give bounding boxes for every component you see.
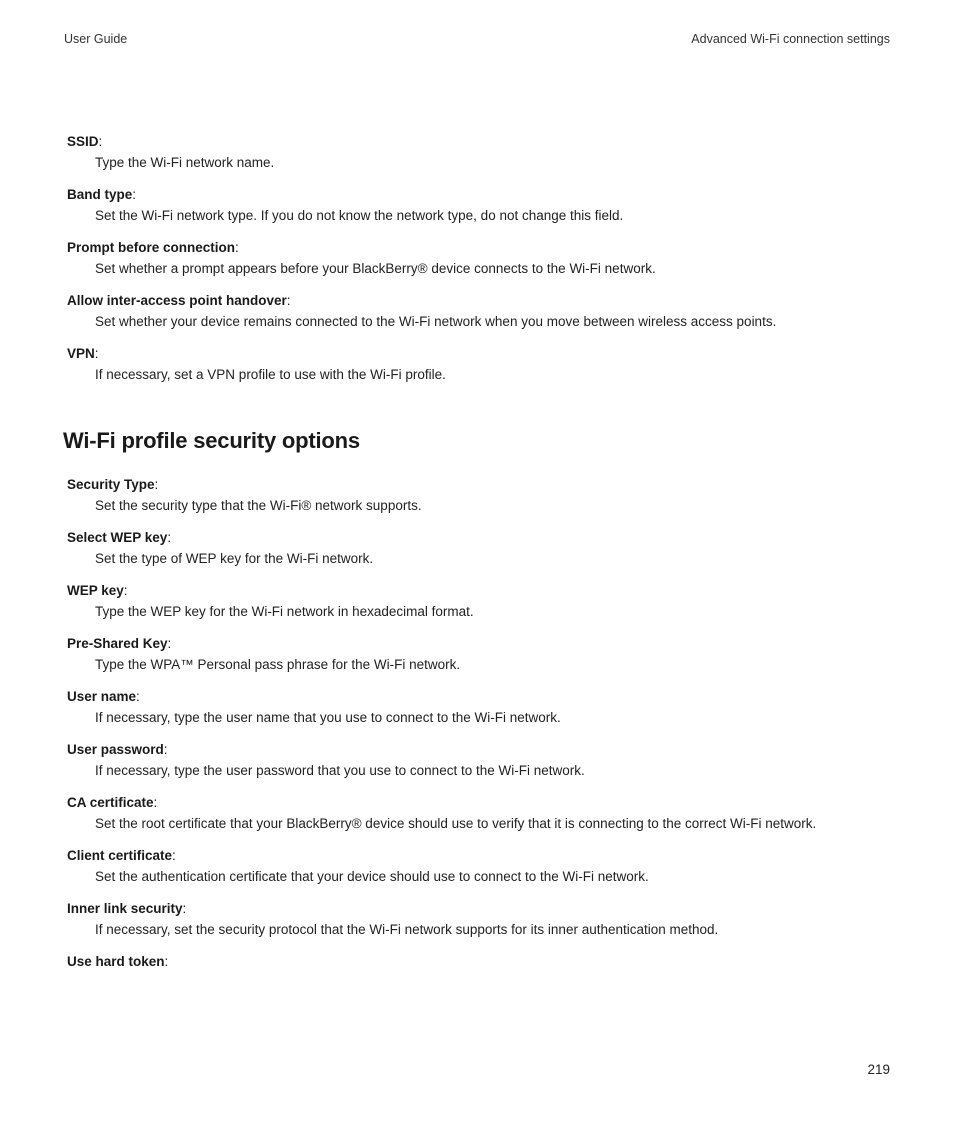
setting-definition: Set the authentication certificate that your device should use to connect to the Wi-Fi network. [95, 869, 649, 884]
setting-item: User password: If necessary, type the user password that you use to connect to the Wi-Fi network. [67, 740, 867, 780]
setting-term: Pre-Shared Key [67, 636, 168, 651]
setting-term: WEP key [67, 583, 124, 598]
setting-item: Allow inter-access point handover: Set whether your device remains connected to the Wi-Fi network when you move between wireless access points. [67, 291, 867, 331]
section-heading: Wi-Fi profile security options [63, 428, 360, 453]
header-chapter-title: Advanced Wi-Fi connection settings [691, 32, 890, 46]
setting-item: CA certificate: Set the root certificate that your BlackBerry® device should use to verify that it is connecting to the correct Wi-Fi network. [67, 793, 867, 833]
setting-term: CA certificate [67, 795, 154, 810]
setting-definition: Set the root certificate that your BlackBerry® device should use to verify that it is connecting to the correct Wi-Fi network. [95, 816, 817, 831]
connection-settings-list [67, 132, 867, 397]
setting-definition: If necessary, set a VPN profile to use with the Wi-Fi profile. [95, 367, 446, 382]
setting-term: VPN [67, 346, 95, 361]
setting-term: User password [67, 742, 164, 757]
setting-item: Pre-Shared Key: Type the WPA™ Personal pass phrase for the Wi-Fi network. [67, 634, 867, 674]
setting-item: Inner link security: If necessary, set the security protocol that the Wi-Fi network supports for its inner authentication method. [67, 899, 867, 939]
setting-definition: Type the WEP key for the Wi-Fi network in hexadecimal format. [95, 604, 474, 619]
setting-item: WEP key: Type the WEP key for the Wi-Fi network in hexadecimal format. [67, 581, 867, 621]
setting-definition: Type the Wi-Fi network name. [95, 155, 275, 170]
setting-item: Security Type: Set the security type that the Wi-Fi® network supports. [67, 475, 867, 515]
setting-term: SSID [67, 134, 99, 149]
header-doc-title: User Guide [64, 32, 128, 46]
setting-term: User name [67, 689, 137, 704]
setting-definition: Set whether your device remains connected to the Wi-Fi network when you move between wireless access points. [95, 314, 777, 329]
page-number: 219 [867, 1062, 890, 1077]
setting-term: Prompt before connection [67, 240, 236, 255]
setting-item: User name: If necessary, type the user name that you use to connect to the Wi-Fi network. [67, 687, 867, 727]
setting-term: Client certificate [67, 848, 173, 863]
setting-term: Select WEP key [67, 530, 168, 545]
setting-term: Use hard token [67, 954, 165, 969]
setting-term: Security Type [67, 477, 155, 492]
setting-definition: Set whether a prompt appears before your BlackBerry® device connects to the Wi-Fi network. [95, 261, 656, 276]
setting-item: Select WEP key: Set the type of WEP key for the Wi-Fi network. [67, 528, 867, 568]
setting-definition: If necessary, type the user name that you use to connect to the Wi-Fi network. [95, 710, 561, 725]
setting-term: Inner link security [67, 901, 183, 916]
setting-definition: Set the security type that the Wi-Fi® network supports. [95, 498, 422, 513]
setting-item: Prompt before connection: Set whether a prompt appears before your BlackBerry® device connects to the Wi-Fi network. [67, 238, 867, 278]
running-header [64, 32, 890, 50]
setting-definition: Set the Wi-Fi network type. If you do not know the network type, do not change this field. [95, 208, 624, 223]
setting-definition: If necessary, type the user password that you use to connect to the Wi-Fi network. [95, 763, 585, 778]
setting-item: SSID: Type the Wi-Fi network name. [67, 132, 867, 172]
security-options-list [67, 475, 867, 984]
setting-term: Allow inter-access point handover [67, 293, 287, 308]
setting-definition: Type the WPA™ Personal pass phrase for the Wi-Fi network. [95, 657, 461, 672]
setting-definition: If necessary, set the security protocol that the Wi-Fi network supports for its inner authentication method. [95, 922, 719, 937]
setting-item: Use hard token: [67, 954, 169, 969]
setting-definition: Set the type of WEP key for the Wi-Fi network. [95, 551, 374, 566]
setting-item: Client certificate: Set the authentication certificate that your device should use to connect to the Wi-Fi network. [67, 846, 867, 886]
setting-item: Band type: Set the Wi-Fi network type. If you do not know the network type, do not change this field. [67, 185, 867, 225]
setting-term: Band type [67, 187, 133, 202]
setting-item: VPN: If necessary, set a VPN profile to use with the Wi-Fi profile. [67, 344, 867, 384]
